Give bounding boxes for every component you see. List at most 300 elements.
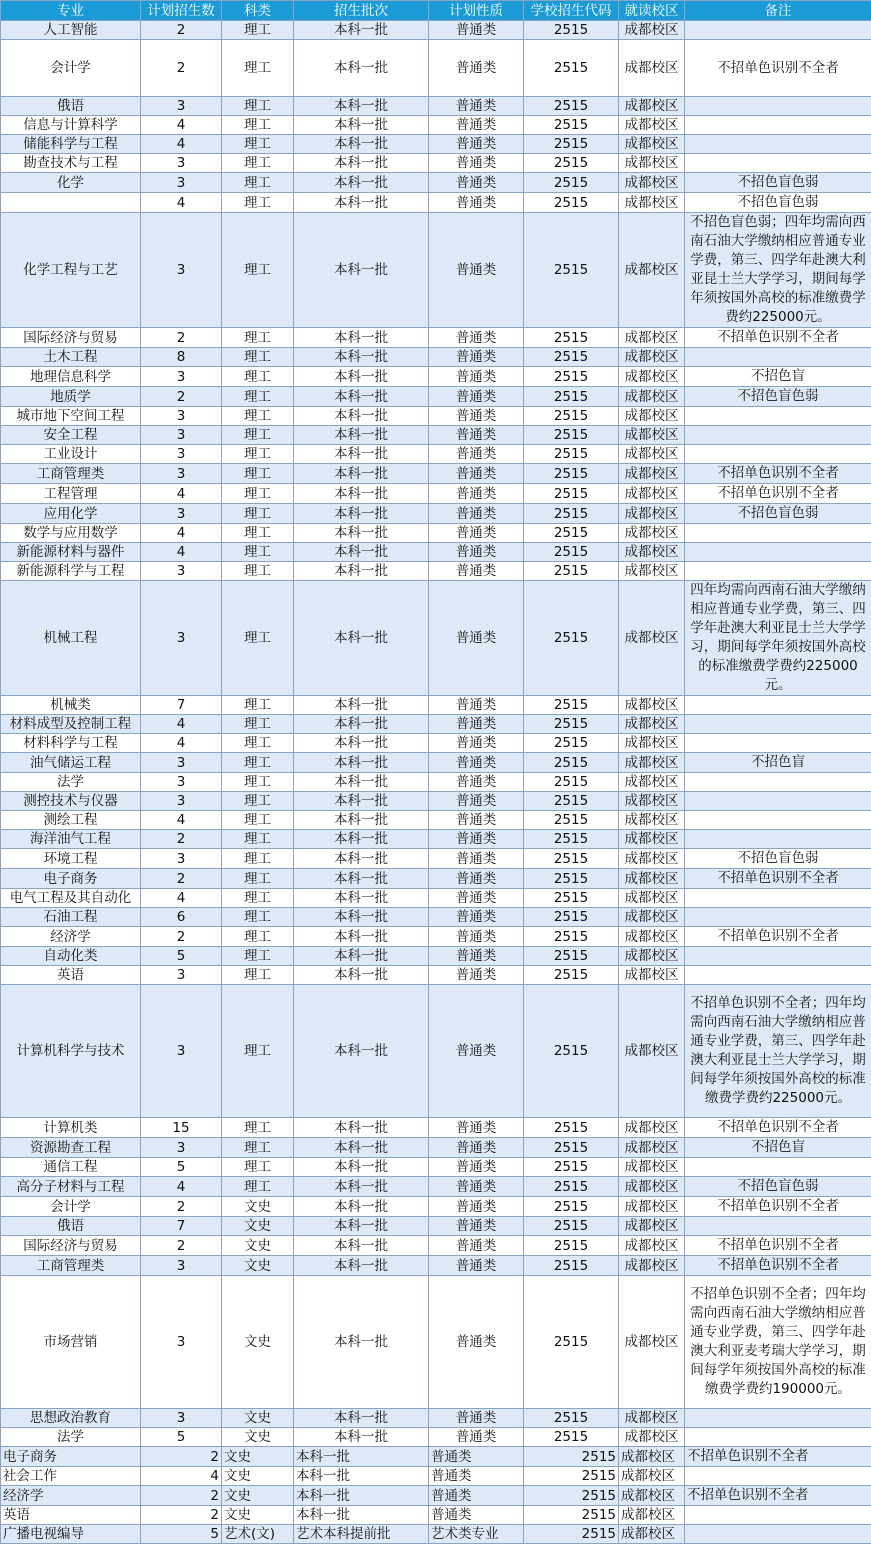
cell-category: 理工 — [222, 367, 294, 387]
table-row — [1, 1158, 871, 1177]
table-row — [1, 328, 871, 348]
cell-major: 信息与计算科学 — [1, 116, 141, 135]
cell-note: 不招单色识别不全者 — [685, 464, 871, 484]
cell-category: 理工 — [222, 734, 294, 753]
cell-code: 2515 — [524, 830, 619, 849]
cell-category: 文史 — [222, 1236, 294, 1256]
cell-note — [685, 947, 871, 966]
cell-note — [685, 773, 871, 792]
cell-nature: 普通类 — [429, 348, 524, 367]
cell-major: 电子商务 — [1, 1447, 141, 1467]
header-category: 科类 — [222, 1, 294, 21]
cell-batch: 本科一批 — [294, 1138, 429, 1158]
cell-campus: 成都校区 — [619, 1217, 685, 1236]
cell-note: 不招色盲色弱 — [685, 387, 871, 407]
cell-batch: 本科一批 — [294, 889, 429, 908]
cell-nature: 普通类 — [429, 792, 524, 811]
cell-note — [685, 445, 871, 464]
cell-category: 理工 — [222, 524, 294, 543]
cell-count: 3 — [141, 773, 222, 792]
cell-category: 理工 — [222, 908, 294, 927]
cell-code: 2515 — [524, 524, 619, 543]
table-row — [1, 811, 871, 830]
cell-batch: 本科一批 — [294, 1256, 429, 1276]
cell-note — [685, 1525, 871, 1544]
cell-nature: 普通类 — [429, 1409, 524, 1428]
cell-major: 化学工程与工艺 — [1, 213, 141, 328]
cell-batch: 本科一批 — [294, 1428, 429, 1447]
cell-code: 2515 — [524, 154, 619, 173]
table-row — [1, 173, 871, 193]
table-row — [1, 1467, 871, 1486]
cell-count: 2 — [141, 830, 222, 849]
cell-campus: 成都校区 — [619, 1409, 685, 1428]
cell-campus: 成都校区 — [619, 811, 685, 830]
cell-nature: 普通类 — [429, 581, 524, 696]
cell-campus: 成都校区 — [619, 348, 685, 367]
cell-category: 理工 — [222, 966, 294, 985]
table-row — [1, 154, 871, 173]
cell-batch: 本科一批 — [294, 869, 429, 889]
cell-count: 2 — [141, 1236, 222, 1256]
cell-code: 2515 — [524, 1525, 619, 1544]
cell-code: 2515 — [524, 445, 619, 464]
cell-note: 不招单色识别不全者 — [685, 1197, 871, 1217]
cell-code: 2515 — [524, 1158, 619, 1177]
cell-batch: 本科一批 — [294, 328, 429, 348]
cell-category: 理工 — [222, 193, 294, 213]
cell-note: 不招单色识别不全者 — [685, 40, 871, 97]
cell-campus: 成都校区 — [619, 504, 685, 524]
cell-major: 资源勘查工程 — [1, 1138, 141, 1158]
cell-category: 理工 — [222, 445, 294, 464]
cell-major: 法学 — [1, 773, 141, 792]
cell-count: 2 — [141, 927, 222, 947]
cell-nature: 普通类 — [429, 734, 524, 753]
cell-note — [685, 889, 871, 908]
cell-code: 2515 — [524, 213, 619, 328]
cell-batch: 本科一批 — [294, 830, 429, 849]
cell-major: 电子商务 — [1, 869, 141, 889]
cell-campus: 成都校区 — [619, 154, 685, 173]
cell-note: 不招色盲色弱；四年均需向西南石油大学缴纳相应普通专业学费，第三、四学年赴澳大利亚昆士兰大学学习，期间每学年须按国外高校的标准缴费学费约225000元。 — [685, 213, 871, 328]
cell-nature: 普通类 — [429, 773, 524, 792]
table-row — [1, 135, 871, 154]
cell-code: 2515 — [524, 849, 619, 869]
cell-count: 2 — [141, 21, 222, 40]
cell-category: 艺术(文) — [222, 1525, 294, 1544]
table-row — [1, 1138, 871, 1158]
cell-note: 不招色盲 — [685, 753, 871, 773]
table-row — [1, 966, 871, 985]
cell-major: 经济学 — [1, 1486, 141, 1506]
cell-code: 2515 — [524, 1236, 619, 1256]
cell-campus: 成都校区 — [619, 927, 685, 947]
cell-batch: 本科一批 — [294, 193, 429, 213]
cell-count: 2 — [141, 1486, 222, 1506]
cell-code: 2515 — [524, 1197, 619, 1217]
cell-major: 储能科学与工程 — [1, 135, 141, 154]
cell-count: 3 — [141, 792, 222, 811]
cell-campus: 成都校区 — [619, 734, 685, 753]
cell-major: 思想政治教育 — [1, 1409, 141, 1428]
cell-count: 4 — [141, 811, 222, 830]
cell-major: 土木工程 — [1, 348, 141, 367]
cell-note — [685, 1217, 871, 1236]
cell-campus: 成都校区 — [619, 426, 685, 445]
cell-code: 2515 — [524, 792, 619, 811]
cell-category: 理工 — [222, 464, 294, 484]
table-row — [1, 1177, 871, 1197]
cell-campus: 成都校区 — [619, 1525, 685, 1544]
cell-batch: 本科一批 — [294, 1177, 429, 1197]
cell-campus: 成都校区 — [619, 116, 685, 135]
cell-note: 四年均需向西南石油大学缴纳相应普通专业学费，第三、四学年赴澳大利亚昆士兰大学学习，期间每学年须按国外高校的标准缴费学费约225000元。 — [685, 581, 871, 696]
cell-count: 4 — [141, 889, 222, 908]
cell-batch: 本科一批 — [294, 1506, 429, 1525]
cell-batch: 本科一批 — [294, 734, 429, 753]
cell-count: 6 — [141, 908, 222, 927]
cell-category: 理工 — [222, 830, 294, 849]
cell-category: 理工 — [222, 773, 294, 792]
cell-code: 2515 — [524, 116, 619, 135]
table-header-row — [1, 1, 871, 21]
cell-batch: 本科一批 — [294, 426, 429, 445]
cell-note: 不招单色识别不全者 — [685, 927, 871, 947]
cell-category: 理工 — [222, 543, 294, 562]
cell-batch: 本科一批 — [294, 966, 429, 985]
cell-major: 通信工程 — [1, 1158, 141, 1177]
cell-nature: 普通类 — [429, 1447, 524, 1467]
cell-code: 2515 — [524, 407, 619, 426]
cell-batch: 本科一批 — [294, 213, 429, 328]
cell-major: 材料科学与工程 — [1, 734, 141, 753]
cell-batch: 本科一批 — [294, 173, 429, 193]
table-row — [1, 21, 871, 40]
cell-campus: 成都校区 — [619, 562, 685, 581]
cell-campus: 成都校区 — [619, 1236, 685, 1256]
cell-code: 2515 — [524, 1256, 619, 1276]
cell-note — [685, 1506, 871, 1525]
cell-note: 不招色盲色弱 — [685, 193, 871, 213]
table-row — [1, 1276, 871, 1409]
cell-count: 2 — [141, 387, 222, 407]
cell-count: 3 — [141, 966, 222, 985]
cell-count: 4 — [141, 135, 222, 154]
cell-batch: 本科一批 — [294, 543, 429, 562]
cell-code: 2515 — [524, 504, 619, 524]
cell-campus: 成都校区 — [619, 966, 685, 985]
cell-campus: 成都校区 — [619, 484, 685, 504]
table-row — [1, 348, 871, 367]
table-row — [1, 849, 871, 869]
cell-nature: 普通类 — [429, 1217, 524, 1236]
cell-nature: 普通类 — [429, 1118, 524, 1138]
cell-campus: 成都校区 — [619, 1138, 685, 1158]
cell-batch: 本科一批 — [294, 1447, 429, 1467]
cell-major: 新能源材料与器件 — [1, 543, 141, 562]
cell-nature: 艺术类专业 — [429, 1525, 524, 1544]
cell-note: 不招色盲 — [685, 1138, 871, 1158]
cell-campus: 成都校区 — [619, 1118, 685, 1138]
cell-nature: 普通类 — [429, 40, 524, 97]
cell-count: 4 — [141, 193, 222, 213]
table-row — [1, 1447, 871, 1467]
cell-major: 会计学 — [1, 1197, 141, 1217]
cell-campus: 成都校区 — [619, 1467, 685, 1486]
cell-note — [685, 696, 871, 715]
cell-nature: 普通类 — [429, 524, 524, 543]
cell-campus: 成都校区 — [619, 985, 685, 1118]
cell-count: 4 — [141, 116, 222, 135]
cell-code: 2515 — [524, 927, 619, 947]
table-row — [1, 1409, 871, 1428]
cell-major: 俄语 — [1, 1217, 141, 1236]
cell-category: 理工 — [222, 21, 294, 40]
cell-nature: 普通类 — [429, 849, 524, 869]
cell-note: 不招色盲色弱 — [685, 173, 871, 193]
cell-category: 理工 — [222, 985, 294, 1118]
cell-code: 2515 — [524, 367, 619, 387]
cell-nature: 普通类 — [429, 927, 524, 947]
cell-campus: 成都校区 — [619, 543, 685, 562]
cell-major: 机械类 — [1, 696, 141, 715]
cell-major: 材料成型及控制工程 — [1, 715, 141, 734]
cell-nature: 普通类 — [429, 1197, 524, 1217]
cell-major: 国际经济与贸易 — [1, 1236, 141, 1256]
cell-batch: 本科一批 — [294, 524, 429, 543]
cell-campus: 成都校区 — [619, 193, 685, 213]
cell-major: 俄语 — [1, 97, 141, 116]
cell-note — [685, 97, 871, 116]
table-row — [1, 484, 871, 504]
cell-code: 2515 — [524, 328, 619, 348]
cell-category: 理工 — [222, 348, 294, 367]
cell-count: 7 — [141, 696, 222, 715]
cell-batch: 本科一批 — [294, 367, 429, 387]
cell-note — [685, 1409, 871, 1428]
cell-category: 文史 — [222, 1486, 294, 1506]
cell-major: 英语 — [1, 966, 141, 985]
table-row — [1, 40, 871, 97]
cell-campus: 成都校区 — [619, 173, 685, 193]
table-row — [1, 193, 871, 213]
table-row — [1, 1236, 871, 1256]
cell-category: 理工 — [222, 116, 294, 135]
cell-note — [685, 1158, 871, 1177]
cell-nature: 普通类 — [429, 1256, 524, 1276]
cell-count: 3 — [141, 1256, 222, 1276]
cell-nature: 普通类 — [429, 1276, 524, 1409]
cell-note: 不招单色识别不全者 — [685, 1447, 871, 1467]
cell-category: 理工 — [222, 40, 294, 97]
cell-code: 2515 — [524, 985, 619, 1118]
cell-category: 理工 — [222, 1138, 294, 1158]
cell-note: 不招色盲色弱 — [685, 849, 871, 869]
cell-major: 勘查技术与工程 — [1, 154, 141, 173]
cell-batch: 本科一批 — [294, 985, 429, 1118]
cell-note — [685, 792, 871, 811]
cell-nature: 普通类 — [429, 985, 524, 1118]
cell-note — [685, 715, 871, 734]
cell-batch: 本科一批 — [294, 407, 429, 426]
cell-code: 2515 — [524, 696, 619, 715]
cell-note — [685, 1467, 871, 1486]
cell-campus: 成都校区 — [619, 1276, 685, 1409]
cell-count: 3 — [141, 753, 222, 773]
cell-count: 3 — [141, 464, 222, 484]
cell-category: 理工 — [222, 715, 294, 734]
cell-campus: 成都校区 — [619, 908, 685, 927]
cell-batch: 本科一批 — [294, 40, 429, 97]
cell-count: 4 — [141, 484, 222, 504]
table-row — [1, 1256, 871, 1276]
cell-nature: 普通类 — [429, 715, 524, 734]
cell-nature: 普通类 — [429, 1158, 524, 1177]
cell-code: 2515 — [524, 543, 619, 562]
cell-batch: 本科一批 — [294, 696, 429, 715]
table-row — [1, 97, 871, 116]
cell-nature: 普通类 — [429, 135, 524, 154]
cell-note: 不招单色识别不全者 — [685, 484, 871, 504]
cell-major: 计算机科学与技术 — [1, 985, 141, 1118]
cell-category: 理工 — [222, 426, 294, 445]
cell-batch: 本科一批 — [294, 908, 429, 927]
cell-campus: 成都校区 — [619, 947, 685, 966]
cell-major: 人工智能 — [1, 21, 141, 40]
cell-nature: 普通类 — [429, 367, 524, 387]
table-row — [1, 464, 871, 484]
cell-major: 油气储运工程 — [1, 753, 141, 773]
table-row — [1, 426, 871, 445]
cell-note — [685, 811, 871, 830]
cell-code: 2515 — [524, 1138, 619, 1158]
cell-code: 2515 — [524, 889, 619, 908]
cell-code: 2515 — [524, 562, 619, 581]
cell-batch: 本科一批 — [294, 484, 429, 504]
cell-count: 8 — [141, 348, 222, 367]
cell-category: 理工 — [222, 1158, 294, 1177]
cell-category: 理工 — [222, 135, 294, 154]
cell-nature: 普通类 — [429, 908, 524, 927]
cell-count: 2 — [141, 1506, 222, 1525]
cell-note — [685, 135, 871, 154]
table-row — [1, 407, 871, 426]
cell-nature: 普通类 — [429, 445, 524, 464]
cell-major: 测控技术与仪器 — [1, 792, 141, 811]
cell-category: 理工 — [222, 947, 294, 966]
cell-code: 2515 — [524, 1447, 619, 1467]
cell-code: 2515 — [524, 193, 619, 213]
cell-count: 4 — [141, 543, 222, 562]
cell-code: 2515 — [524, 1506, 619, 1525]
cell-campus: 成都校区 — [619, 1447, 685, 1467]
cell-code: 2515 — [524, 173, 619, 193]
cell-batch: 本科一批 — [294, 581, 429, 696]
cell-campus: 成都校区 — [619, 1177, 685, 1197]
table-row — [1, 543, 871, 562]
cell-campus: 成都校区 — [619, 869, 685, 889]
cell-note: 不招单色识别不全者 — [685, 1236, 871, 1256]
header-batch: 招生批次 — [294, 1, 429, 21]
cell-count: 3 — [141, 504, 222, 524]
cell-note: 不招单色识别不全者；四年均需向西南石油大学缴纳相应普通专业学费，第三、四学年赴澳大利亚昆士兰大学学习，期间每学年须按国外高校的标准缴费学费约225000元。 — [685, 985, 871, 1118]
cell-batch: 本科一批 — [294, 387, 429, 407]
cell-category: 理工 — [222, 154, 294, 173]
cell-category: 理工 — [222, 927, 294, 947]
cell-count: 4 — [141, 734, 222, 753]
cell-nature: 普通类 — [429, 484, 524, 504]
cell-code: 2515 — [524, 97, 619, 116]
cell-count: 2 — [141, 1197, 222, 1217]
cell-batch: 本科一批 — [294, 1467, 429, 1486]
cell-code: 2515 — [524, 869, 619, 889]
cell-campus: 成都校区 — [619, 213, 685, 328]
cell-code: 2515 — [524, 484, 619, 504]
cell-campus: 成都校区 — [619, 524, 685, 543]
cell-major: 工商管理类 — [1, 1256, 141, 1276]
cell-code: 2515 — [524, 773, 619, 792]
cell-count: 3 — [141, 562, 222, 581]
cell-count: 2 — [141, 328, 222, 348]
cell-nature: 普通类 — [429, 1177, 524, 1197]
cell-batch: 本科一批 — [294, 715, 429, 734]
cell-campus: 成都校区 — [619, 1158, 685, 1177]
cell-campus: 成都校区 — [619, 792, 685, 811]
table-row — [1, 985, 871, 1118]
cell-nature: 普通类 — [429, 116, 524, 135]
cell-major: 安全工程 — [1, 426, 141, 445]
cell-nature: 普通类 — [429, 504, 524, 524]
cell-category: 理工 — [222, 1177, 294, 1197]
cell-category: 理工 — [222, 889, 294, 908]
cell-major: 海洋油气工程 — [1, 830, 141, 849]
cell-campus: 成都校区 — [619, 40, 685, 97]
cell-nature: 普通类 — [429, 869, 524, 889]
cell-note: 不招单色识别不全者；四年均需向西南石油大学缴纳相应普通专业学费，第三、四学年赴澳大利亚麦考瑞大学学习，期间每学年须按国外高校的标准缴费学费约190000元。 — [685, 1276, 871, 1409]
cell-major: 广播电视编导 — [1, 1525, 141, 1544]
cell-count: 5 — [141, 1428, 222, 1447]
cell-code: 2515 — [524, 753, 619, 773]
cell-code: 2515 — [524, 21, 619, 40]
cell-major: 国际经济与贸易 — [1, 328, 141, 348]
cell-batch: 本科一批 — [294, 445, 429, 464]
cell-note: 不招单色识别不全者 — [685, 1486, 871, 1506]
cell-batch: 本科一批 — [294, 927, 429, 947]
cell-code: 2515 — [524, 734, 619, 753]
cell-major: 工程管理 — [1, 484, 141, 504]
header-campus: 就读校区 — [619, 1, 685, 21]
cell-count: 3 — [141, 1138, 222, 1158]
cell-campus: 成都校区 — [619, 387, 685, 407]
header-nature: 计划性质 — [429, 1, 524, 21]
cell-nature: 普通类 — [429, 1486, 524, 1506]
cell-code: 2515 — [524, 1177, 619, 1197]
cell-campus: 成都校区 — [619, 830, 685, 849]
cell-campus: 成都校区 — [619, 367, 685, 387]
cell-major: 石油工程 — [1, 908, 141, 927]
cell-note — [685, 908, 871, 927]
cell-count: 3 — [141, 213, 222, 328]
cell-note — [685, 524, 871, 543]
cell-note — [685, 543, 871, 562]
cell-note: 不招单色识别不全者 — [685, 328, 871, 348]
cell-batch: 本科一批 — [294, 947, 429, 966]
cell-category: 理工 — [222, 387, 294, 407]
table-row — [1, 869, 871, 889]
cell-nature: 普通类 — [429, 21, 524, 40]
cell-nature: 普通类 — [429, 387, 524, 407]
